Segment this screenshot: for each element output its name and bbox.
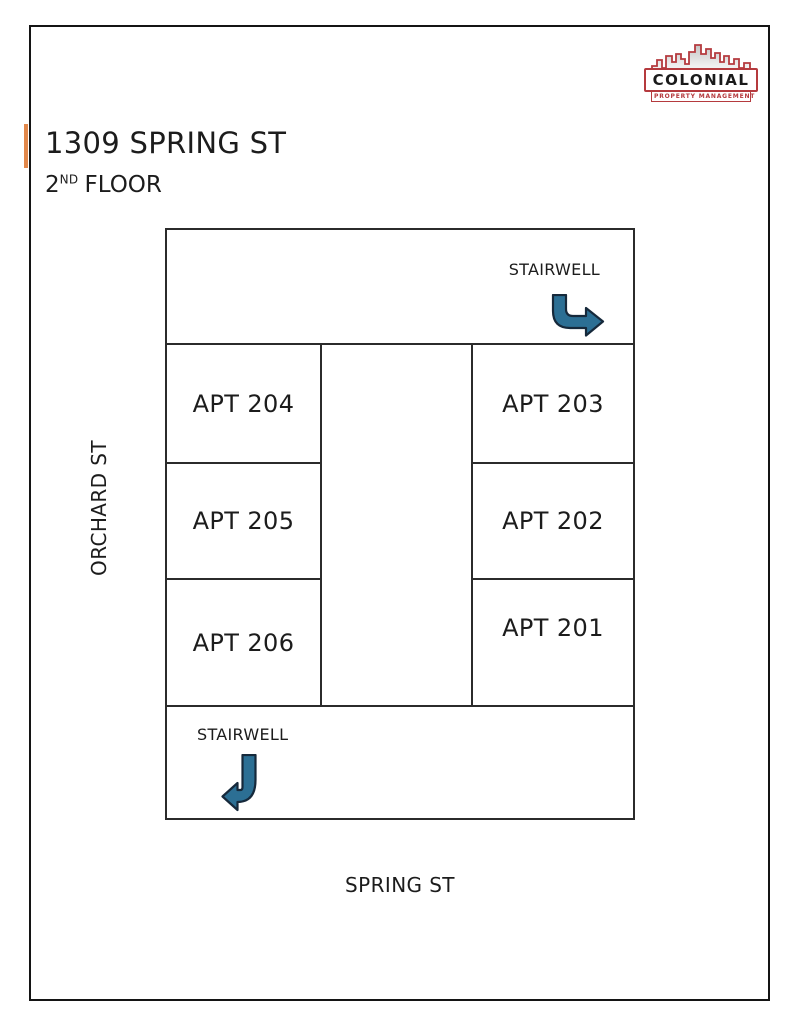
floor-word: FLOOR xyxy=(84,172,162,198)
apt-203-room xyxy=(473,345,633,464)
apt-206-room xyxy=(167,580,320,705)
street-label-orchard: ORCHARD ST xyxy=(87,440,111,576)
logo-tagline: PROPERTY MANAGEMENT xyxy=(651,91,751,102)
bottom-stairwell-label: STAIRWELL xyxy=(197,725,289,744)
right-apartment-column xyxy=(471,345,633,705)
apt-204-label: APT 204 xyxy=(192,389,295,418)
stairwell-arrow-down-right-icon xyxy=(547,294,605,337)
logo-name: COLONIAL xyxy=(644,68,758,92)
top-stairwell-label: STAIRWELL xyxy=(508,260,600,279)
apt-201-label: APT 201 xyxy=(502,614,604,642)
apt-204-room xyxy=(167,345,320,464)
floor-label xyxy=(45,172,162,198)
page-title: 1309 SPRING ST xyxy=(45,126,287,160)
top-stairwell-area xyxy=(167,230,633,345)
bottom-stairwell-area xyxy=(167,705,633,822)
floor-ordinal: ND xyxy=(59,172,79,187)
apt-205-room xyxy=(167,464,320,580)
accent-bar xyxy=(24,124,28,168)
apt-203-label: APT 203 xyxy=(502,389,604,418)
building-floor-plan xyxy=(165,228,635,820)
street-label-spring: SPRING ST xyxy=(345,873,455,897)
apt-202-label: APT 202 xyxy=(502,507,604,535)
floor-number: 2 xyxy=(45,172,60,198)
apt-205-label: APT 205 xyxy=(192,507,295,535)
hallway xyxy=(322,345,471,705)
apt-202-room xyxy=(473,464,633,580)
apt-206-label: APT 206 xyxy=(192,628,295,657)
apt-201-room xyxy=(473,580,633,705)
apartment-section xyxy=(167,345,633,705)
left-apartment-column xyxy=(167,345,322,705)
company-logo xyxy=(644,42,758,106)
stairwell-arrow-down-left-icon xyxy=(217,754,262,812)
